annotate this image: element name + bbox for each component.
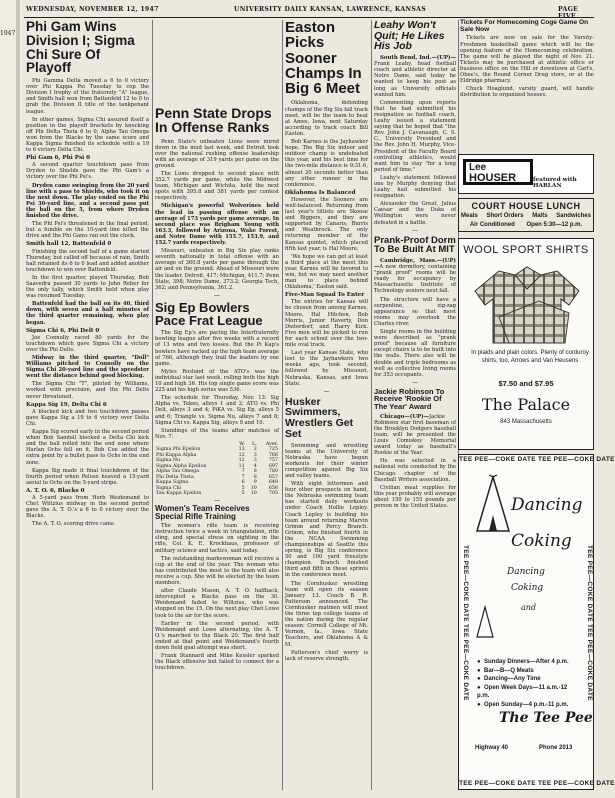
standings-team: Sigma Chi [156, 485, 182, 491]
standings-average: 657 [268, 474, 278, 480]
phi-gam-sub-1: Phi Gam 6, Phi Psi 0 [26, 155, 91, 162]
bullet-icon: ● [477, 676, 481, 682]
ad-tee-pee [458, 454, 615, 790]
cont-p1: after Claude Mason, A. T. O. halfback, intercepted a Blacks pass on the 30. Weidemand faded to Wiltzius, who was stopped on the 15. On the next play Chet Lowe took to the air for the score. [155, 588, 280, 619]
schedule-item [477, 675, 581, 684]
plaid-shirts-illustration [469, 261, 585, 347]
word-dancing-1: Dancing [511, 495, 583, 515]
robinson-headline: Jackie Robinson To Receive 'Rookie Of The Year' Award [374, 386, 445, 412]
column-leahy [374, 20, 456, 790]
lee-houser-name-box [463, 159, 533, 185]
leahy-p3: Leahy's statement followed one by Murphy denying that Leahy had submitted his resignation. [374, 174, 456, 200]
sig-ep-article [155, 330, 279, 440]
phi-gam-continuation [155, 588, 279, 671]
divider: — [214, 496, 220, 504]
bottom-coke-date-band: TEE PEE—COKE DATE TEE PEE—COKE DATE [459, 780, 615, 787]
divider: — [214, 291, 220, 299]
schedule-item [477, 701, 581, 710]
masthead-rule [24, 17, 594, 18]
prank-headline: Prank-Proof Dorm To Be Built At MIT [374, 234, 456, 256]
standings-team: Kappa Sigma [156, 480, 189, 486]
standings-losses: 3 [253, 458, 257, 464]
standings-team: Sigma Phi Epsilon [156, 447, 201, 453]
easton-p1: Oklahoma, defending champs of the Big Six fall track meet, will be the team to beat at Ames, Iowa, next Saturday according to track coach Bill Easton. [285, 100, 368, 137]
bullet-icon: ● [477, 684, 481, 691]
standings-wins: 5 [241, 485, 245, 491]
phi-gam-s1-p1: A second quarter touchdown pass from Dryden to Shields gave the Phi Gam's a victory over the Phi Psi's. [26, 162, 149, 181]
word-and: and [521, 603, 537, 612]
sig-ep-p3: The schedule for Thursday, Nov. 13: Sig Alpha vs. Tekes, alleys 1 and 2; ATO vs. Phi Delt, alleys 3 and 4; PiKA vs. Sig Ep, alleys 5 and 6; Triangle vs. Sigma Nu, alleys 7 and 8; Sigma Chi vs. Kappa Sig, alleys 9 and 10. [155, 395, 279, 426]
leahy-headline: Leahy Won't Quit; He Likes His Job [374, 19, 445, 53]
standings-losses: 8 [253, 469, 257, 475]
phi-gam-s3-p1: Joe Connolly raced 80 yards for the touchdown which gave Sigma Chi a victory over the Phi Delts. [26, 334, 149, 353]
robinson-p3: Civilian meat supplies for this year probably will average about 150 to 155 pounds per person in the United States. [374, 484, 456, 510]
phi-gam-headline: Phi Gam Wins Division I; Sigma Chi Sure Of Playoff [26, 19, 135, 76]
masthead-paper: UNIVERSITY DAILY KANSAN, LAWRENCE, KANSAS [234, 6, 427, 13]
word-coking-1: Coking [511, 531, 572, 551]
phi-gam-s2-p3: Battenfeld had the ball on its 40, third down, with seven and a half minutes of the third quarter remaining, when play began. [26, 301, 149, 326]
tee-pee-schedule [477, 658, 581, 709]
schedule-item [477, 684, 581, 701]
divider: — [412, 226, 418, 234]
tepee-illustration [473, 475, 513, 535]
leahy-dateline: South Bend, Ind.—(UP)— [380, 55, 456, 62]
palace-store-name: The Palace [481, 395, 571, 414]
husker-article [285, 443, 368, 662]
penn-state-p3: Michigan's powerful Wolverines held the lead in passing offense with an average of 173 yards per game average. In second place was Brigham Young with 163.3, followed by Arizona, Wake Forest, and Notre Dame with 155.7, 153.9, and 152.7 yards respectively. [155, 203, 279, 247]
cont-p2: Earlier in the second period, with Weidemand and Lowe alternating, the A. T. O.'s marched to the Black 20. The first half ended at that point and Weidemand's fourth down field goal attempt was short. [155, 620, 279, 651]
newspaper-page [24, 0, 615, 798]
standings-average: 697 [268, 463, 278, 469]
husker-p1: Swimming and wrestling teams at the University of Nebraska have begun workouts for their winter competition against Big Six and valley teams. [285, 442, 368, 479]
women-rifle-p1: The women's rifle team is receiving instruction twice a week in triangulation, rifle sling, and special stress on sighting in the rifle, Col. K. E. Krockhaus, professor of military science and tactics, said today. [155, 523, 279, 554]
schedule-text: Open Sunday—4 p.m.-11 p.m. [484, 701, 569, 708]
divider: — [323, 387, 330, 395]
phi-gam-s3-p3: The Sigma Chi "T", piloted by Williams, worked with precision, and the Phi Delts never threatened. [26, 381, 149, 400]
wool-shirts-title: WOOL SPORT SHIRTS [463, 244, 589, 256]
standings-team: Phi Delta Theta [156, 474, 194, 480]
bowling-standings-table [155, 442, 279, 497]
standings-header-average: Aver. [265, 441, 278, 447]
tepee-small-icon [475, 605, 495, 639]
standings-team: Phi Kappa Alpha [156, 452, 197, 458]
standings-average: 766 [268, 452, 278, 458]
menu-malts: Malts [532, 213, 548, 219]
court-house-menu [461, 213, 591, 219]
column-phi-gam [26, 20, 149, 790]
right-coke-date-band: TEE PEE—COKE DATE TEE PEE—COKE DATE [586, 545, 593, 701]
women-rifle-headline: Women's Team Receives Special Rifle Training [155, 503, 250, 522]
standings-average: 705 [268, 491, 278, 497]
word-coking-2: Coking [511, 583, 544, 593]
schedule-text: Bar—B—Q Meats [484, 667, 534, 674]
standings-average: 649 [268, 480, 278, 486]
standings-losses: 9 [253, 480, 257, 486]
prank-p1: A new dormitory, containing "prank proof" rooms will be ready for occupancy by Massachusetts Institute of Technology seniors next fall. [374, 264, 456, 295]
column-rule-3 [371, 20, 372, 790]
column-rule-1 [152, 20, 153, 790]
tickets-body [460, 35, 594, 98]
schedule-text: Sunday Dinners—After 4 p.m. [484, 659, 569, 665]
menu-sandwiches: Sandwiches [556, 213, 591, 219]
husker-p4: Patterson's chief worry is lack of reserve strength. [285, 649, 368, 662]
ad-lee-houser [458, 154, 594, 194]
standings-average: 780 [268, 469, 278, 475]
phi-gam-s2-p2: In the first quarter, played Thursday, Bob Saavedra passed 30 yards to John Reber for the only tally, which Smith held when play was resumed Tuesday. [26, 274, 149, 300]
standings-team: Tau Kappa Epsilon [156, 491, 202, 497]
standings-losses: 8 [253, 474, 257, 480]
standings-losses: 10 [250, 491, 257, 497]
tickets-p1: Tickets are now on sale for the Varsity-Freshmen basketball game which will be the opening feature of the Homecoming celebration. The game will be played the night of Nov. 21. Tickets may be purchased at athletic office or business office on the Hill or downtown at Carl's, Obee's, the Round Corner Drug store, or at the Eldridge pharmacy. [460, 35, 594, 85]
tee-pee-name: The Tee Pee [499, 710, 593, 726]
penn-state-article [155, 139, 279, 291]
robinson-p1: Jackie Robinson star first baseman of the Brooklyn Dodgers baseball team, will be presented the Louis Comiskey Memorial award today as baseball's Rookie of the Year. [374, 413, 456, 457]
easton-sub-1: Oklahoma Is Balanced [285, 189, 356, 196]
court-house-open: Open 5:30—12 p.m. [526, 222, 583, 228]
ad-the-palace [458, 238, 594, 450]
standings-wins: 12 [238, 458, 245, 464]
phi-gam-s1-p2: Dryden came swinging from the 20 yard line with a pass to Shields, who took it on the next down. The play ended on the Phi Psi 30-yard line, and a second pass put the ball on the 5, from where Dryden finished the drive. [26, 182, 149, 220]
robinson-article [374, 414, 456, 509]
palace-address: 843 Massachusetts [500, 419, 552, 425]
court-house-title: COURT HOUSE LUNCH [471, 201, 581, 211]
phi-gam-intro-2: In other games, Sigma Chi assured itself a position in the playoff brackets by knocking off Phi Delta Theta 6 to 0; Alpha Tau Omega won from the Blacks by the same score and Kappa Sigma finished its schedule with a 19 to 6 victory Delta Chi. [26, 116, 149, 154]
phi-gam-s2-p1: Finishing the second half of a game started Thursday, but called off because of rain, Smith hall retained its 6 to 0 lead and added another touchdown to win over Battenfeld. [26, 248, 149, 273]
sig-ep-standings-title: Standings of the teams after matches of Nov. 7: [155, 427, 279, 440]
husker-p3: The Cornhusker wrestling team will open its season January 13. Coach B. R. Patterson announced. The Cornhusker matmen will meet the three top college teams of the nation during the regular season: Cornell College of Mt. Vernon, Ia., Iowa State Teachers, and Oklahoma A & M. [285, 580, 368, 648]
standings-wins: 7 [241, 469, 245, 475]
easton-sub-2: Five-Man Squad To Enter [285, 292, 365, 299]
easton-p6: Last year Kansas State, who lost to the Jayhawkers two weeks ago, took second, followed by Missouri, Nebraska, Kansas, and Iowa State. [285, 350, 368, 387]
leahy-p1: Frank Leahy, head football coach and athletic director at Notre Dame, said today he wanted to keep his post as long as University officials wanted him. [374, 61, 456, 98]
standings-wins: 13 [238, 447, 245, 453]
women-rifle-article [155, 523, 279, 586]
bullet-icon: ● [477, 701, 481, 708]
sig-ep-p1: The Sig Ep's are pacing the Interfraternity bowling league after five weeks with a record of 13 wins and two losses. But the Pi Kap's bowlers have racked up the high team average of 766, although they trail the leaders by one game. [155, 330, 279, 367]
sig-ep-p2: Myles Roslund of the ATO's was the individual star last week, rolling both the high 10 and high 36. His top single game score was 225 and his high series was 536. [155, 368, 279, 394]
tickets-headline: Tickets For Homecoming Coge Game On Sale Now [460, 19, 589, 33]
easton-p5: The entries for Kansas will be chosen from among Karnes, Moore, Hal Hitchen, Bob Morris, Junior Haverty, Don Dieterdorf, and Harry Kirk. Five men will be picked to run for each school over the two-mile oval track. [285, 299, 368, 349]
menu-meals: Meals [461, 213, 478, 219]
penn-state-p4: Missouri, unbeaten in Big Six play ranks seventh nationally in total offense with an average of 360.8 yards per game through the air and on the ground. Ahead of Missouri were the leader, Detroit, 417; Michigan, 411.7; Penn State, 398; Notre Dame, 373.2; Georgia Tech, 362; and Pennsylvania, 361.2. [155, 248, 280, 291]
standings-header-losses: L. [252, 441, 257, 447]
standings-losses: 4 [253, 463, 257, 469]
edge-year: 1947 [0, 30, 16, 37]
tee-pee-phone: Phone 2013 [539, 745, 573, 751]
phi-gam-s4-p2: Kappa Sig scored early in the second period when Bob Sandell blocked a Delta Chi kick and the ball rolled into the end zone where Harlan Ochs fell on it. Bob Coe added the extra point by a bullet pass to Ochs in the end zone. [26, 429, 149, 466]
standings-average: 656 [268, 485, 278, 491]
prank-dateline: Cambridge, Mass.—(UP)— [374, 258, 456, 271]
standings-team: Sigma Nu [156, 458, 181, 464]
easton-p2: Bob Karnes is the Jayhawker hope. The Big Six indoor and outdoor champ is undefeated this year, and his best time for the two-mile distance is 9:31.6, almost 20 seconds better than any other runner in the conference. [285, 139, 368, 188]
phi-gam-article [26, 78, 149, 527]
standings-header-wins: W. [239, 441, 245, 447]
standings-wins: 11 [238, 463, 245, 469]
phi-gam-sub-4: Kappa Sig 19, Delta Chi 6 [26, 401, 107, 408]
featured-text: featured with HARLAN [533, 177, 577, 189]
leahy-p4: Alexander the Great, Julius Caesar and the Duke of Wellington were never defeated in a battle. [374, 201, 456, 226]
top-coke-date-band: TEE PEE—COKE DATE TEE PEE—COKE DATE [459, 456, 615, 463]
sig-ep-headline: Sig Ep Bowlers Pace Frat League [155, 299, 263, 329]
prank-p3: Single rooms in the building were described as "prank proof" because all furniture except chairs is to be built into the walls. There also will be double and triple bedrooms as well as collective living rooms for 353 occupants. [374, 329, 456, 378]
divider: — [412, 378, 418, 386]
robinson-p2: He was selected in a national vote conducted by the Chicago chapter of the Baseball Writers association. [374, 458, 456, 483]
wool-shirts-price: $7.50 and $7.95 [498, 379, 554, 388]
phi-gam-s4-p1: A blocked kick and two touchdown passes gave Kappa Sig a 19 to 6 victory over Delta Chi. [26, 408, 149, 427]
column-penn-state [155, 20, 279, 790]
prank-p2: The structure will have a serpentine, zig-zag appearance so that most rooms may overlook the Charles river. [374, 296, 456, 327]
column-easton [285, 20, 368, 790]
husker-headline: Husker Swimmers, Wrestlers Get Set [285, 395, 354, 440]
standings-losses: 10 [250, 485, 257, 491]
court-house-hours [459, 222, 593, 228]
schedule-item [477, 658, 581, 667]
easton-article [285, 100, 368, 386]
standings-wins: 5 [241, 491, 245, 497]
schedule-text: Dancing—Any Time [484, 676, 541, 682]
penn-state-p2: The Lions dropped to second place with 352.7 yards per game, while the Midwest team, Michigan and Wichita, held the next spots with 395.8 and 381 yards per contest respectively. [155, 171, 279, 202]
masthead [24, 4, 594, 16]
phi-gam-sub-3: Sigma Chi 6, Phi Delt 0 [26, 327, 100, 334]
phi-gam-s3-p2: Midway in the third quarter, "Doll" Williams pitched to Connolly on the Sigma Chi 20-yard line and the speedster went the distance behind good blocking. [26, 355, 149, 380]
standings-team: Sigma Alpha Epsilon [156, 463, 207, 469]
phi-gam-s5-p1: A 5-yard pass from Herb Weidemand to Chet Wiltzius midway in the second period gave the A. T. O.'s a 6 to 0 victory over the Blacks. [26, 494, 149, 520]
easton-headline: Easton Picks Sooner Champs In Big 6 Meet [285, 19, 362, 98]
bullet-icon: ● [477, 659, 481, 665]
lee-text: Lee [469, 162, 487, 173]
cont-p3: Frank Stannard and Mike Kessler sparked the Black offensive but failed to connect for a touchdown. [155, 653, 279, 672]
court-house-ac: Air Conditioned [469, 222, 515, 228]
penn-state-headline: Penn State Drops In Offense Ranks [155, 105, 272, 136]
standings-team: Alpha Tau Omega [156, 469, 200, 475]
column-ads [452, 19, 615, 798]
bullet-icon: ● [477, 667, 481, 674]
prank-article [374, 258, 456, 378]
women-rifle-p2: The outstanding markswoman will receive a cup at the end of the year. The woman who has contributed the most to the team will also receive a cup. She will be elected by the team members. [155, 555, 279, 587]
standings-average: 757 [268, 458, 278, 464]
masthead-page: PAGE [558, 6, 579, 13]
houser-text: HOUSER [469, 172, 517, 184]
leahy-p2: Commenting upon reports that he had submitted his resignation as football coach, Leahy issued a statement saying that he hoped that "the Rev. John J. Cavanaugh, C. S. C., University President and the Rev. John H. Murphy, Vice-President of the Faculty Board controlling athletics, would want him to stay "for a long period of time." [374, 99, 456, 173]
husker-p2: With eight lettermen and four other prospects on hand, the Nebraska swimming team has started daily workouts under Coach Hollie Lepley. Coach Lepley is building his team around returning Marvin Grimm and Percy Branch. Grimm, who finished fourth in the NCAA Swimming championships at Seattle this spring, is Big Six conference 50 and 100 yard freestyle champion. Branch finished third and fifth in these sprints in the conference meet. [285, 481, 368, 579]
standings-wins: 12 [238, 452, 245, 458]
phi-gam-s5-p2: The A. T. O. scoring drive came [32, 521, 115, 528]
robinson-dateline: Chicago—(UP)— [380, 413, 430, 420]
standings-wins: 6 [241, 480, 245, 486]
penn-state-p1: Penn State's unbeaten Lions were mired down in the mud last week, and Detroit took over the national rushing offense leadership with an average of 319 yards per game on the ground. [155, 138, 279, 169]
schedule-item [477, 667, 581, 676]
phi-gam-s1-p3: The Phi Psi's threatened in the final period, but a fumble on the 10-yard line killed the drive and the Phi Gams ran out the clock. [26, 221, 149, 240]
standings-losses: 3 [253, 452, 257, 458]
masthead-date: WEDNESDAY, NOVEMBER 12, 1947 [26, 6, 159, 13]
standings-wins: 7 [241, 474, 245, 480]
phi-gam-sub-5: A. T. O. 6, Blacks 0 [26, 487, 85, 494]
column-rule-2 [282, 20, 283, 790]
standings-average: 725 [268, 447, 278, 453]
easton-p4: 'We hope we can get at least a third place at the meet this year. Karnes will be favored to win, but we may need another man to place behind Oklahoma,' Easton said. [285, 253, 368, 291]
tickets-article [460, 20, 594, 100]
schedule-text: Open Week Days—11 a.m.-12 p.m. [477, 684, 568, 699]
phi-gam-intro-1: Phi Gamma Delta moved a 6 to 0 victory over Phi Kappa Psi Tuesday to cop the Division I trophy of the fraternity "A" league, and Smith hall won from Battenfeld 12 to 0 to grab the Division II title of the tankpenant league. [26, 78, 149, 115]
tickets-p2: Chuck Hoaglund, varsity guard, will handle distribution to organized houses. [460, 86, 594, 99]
standings-body [155, 447, 279, 497]
left-coke-date-band: TEE PEE—COKE DATE TEE PEE—COKE DATE [462, 545, 469, 701]
phi-gam-sub-2: Smith hall 12, Battenfeld 0 [26, 241, 112, 248]
phi-gam-s4-p3: Kappa Sig made it final touchdown of the fourth period when Peloso heaved a 15-yard aerial to Ochs on the 5-yard stripe. [26, 467, 149, 486]
menu-short-orders: Short Orders [486, 213, 524, 219]
easton-p3: However, the Sooners are well-balanced. Returning from last year's titlists are Skoose and Biggers, and they are supported by Canaris, Burris and Weathrock. The only returning member of the Kansas quintet, which placed fifth last year, is Hal Moore. [285, 196, 368, 252]
ad-court-house-lunch [458, 198, 594, 232]
wool-shirts-description: In plaids and plain colors. Plenty of corduroy shirts, too, Arrows and Van Heusens [471, 350, 589, 364]
scan-gutter [16, 0, 20, 798]
leahy-article [374, 55, 456, 226]
word-dancing-2: Dancing [507, 567, 545, 577]
standings-losses: 2 [253, 447, 257, 453]
tee-pee-highway: Highway 40 [475, 745, 509, 751]
